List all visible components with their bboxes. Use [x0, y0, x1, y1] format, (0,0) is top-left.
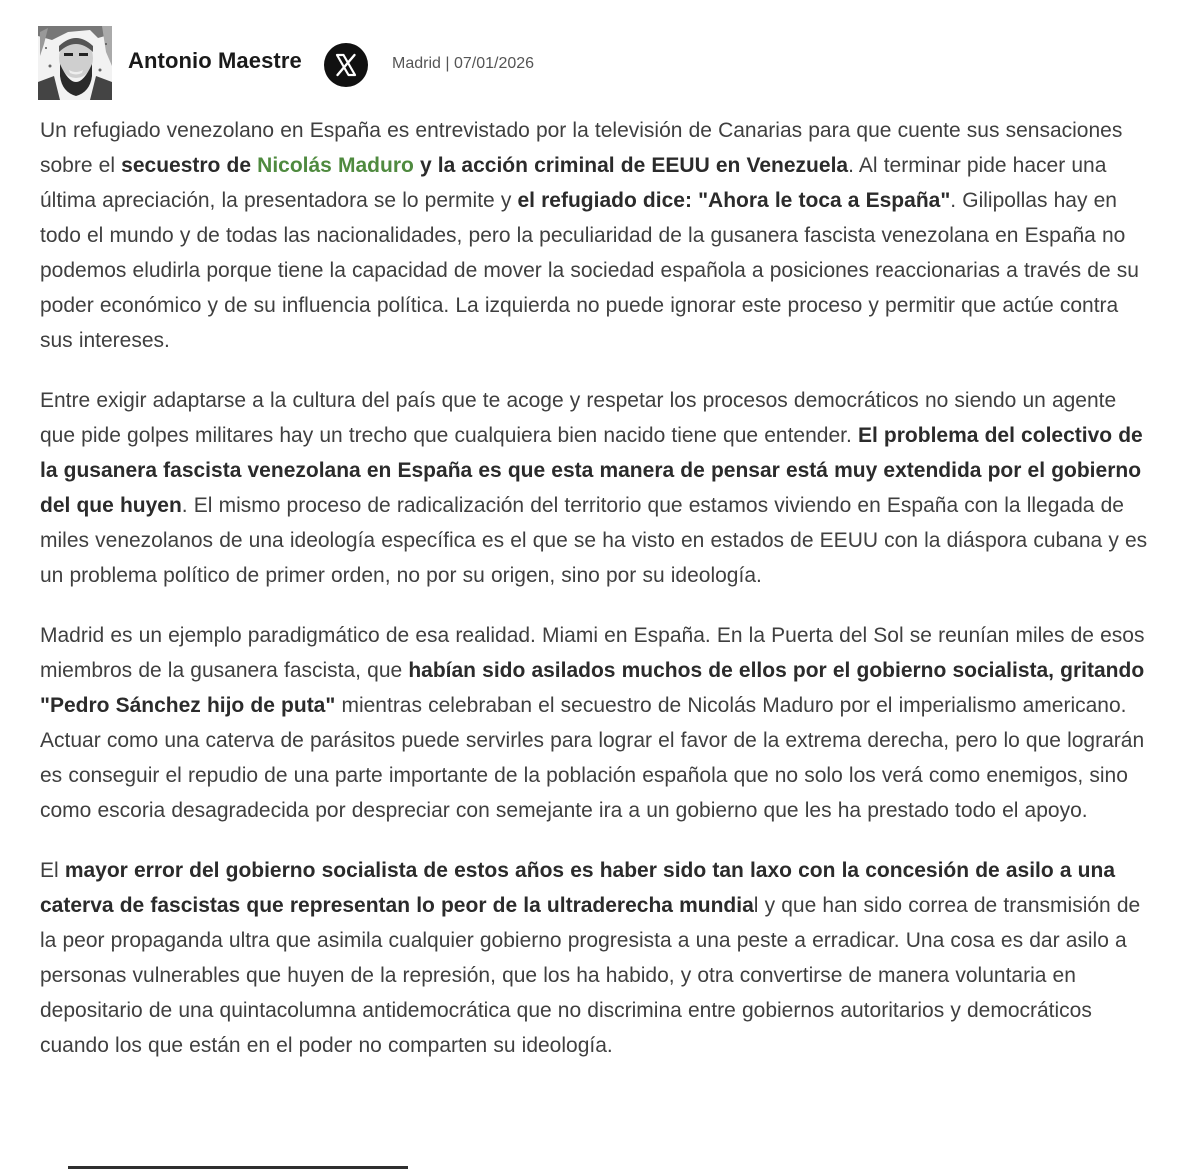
x-logo-icon[interactable]	[324, 43, 368, 87]
text-span: . Gilipollas hay en todo el mundo y de todas las nacionalidades, pero la peculiaridad de la gusanera fascista venezolana en España no podemos eludirla porque tiene la capacidad de mover la sociedad española a posiciones reaccionarias a través de su poder económico y de su influencia política. La izquierda no puede ignorar este proceso y permitir que actúe contra sus intereses.	[40, 189, 1139, 352]
author-portrait-image	[38, 26, 112, 100]
bold-text: El problema del colectivo de la gusanera fascista venezolana en España es que esta manera de pensar está muy extendida por el gobierno del que huyen	[40, 424, 1143, 517]
bold-text: mayor error del gobierno socialista de estos años es haber sido tan laxo con la concesión de asilo a una caterva de fascistas que representan lo peor de la ultraderecha mundia	[40, 859, 1116, 917]
text-span: . Al terminar pide hacer una última apreciación, la presentadora se lo permite y	[40, 154, 1107, 212]
bold-text: habían sido asilados muchos de ellos por el gobierno socialista, gritando "Pedro Sánchez hijo de puta"	[40, 659, 1145, 717]
text-span: . El mismo proceso de radicalización del territorio que estamos viviendo en España con la llegada de miles venezolanos de una ideología específica es el que se ha visto en estados de EEUU con la diáspora cubana y es un problema político de primer orden, no por su origen, sino por su ideología.	[40, 494, 1148, 587]
text-span: Un refugiado venezolano en España es entrevistado por la televisión de Canarias para que cuente sus sensaciones sobre el	[40, 119, 1123, 177]
article-paragraph-4	[40, 853, 1150, 1063]
text-span: l y que han sido correa de transmisión de la peor propaganda ultra que asimila cualquier gobierno progresista a una peste a erradicar. Una cosa es dar asilo a personas vulnerables que huyen de la represión, que los ha habido, y otra convertirse de manera voluntaria en depositario de una quintacolumna antidemocrática que no discrimina entre gobiernos autoritarios y democráticos cuando los que están en el poder no comparten su ideología.	[40, 894, 1141, 1057]
text-span: El	[40, 859, 65, 882]
text-span: mientras celebraban el secuestro de Nicolás Maduro por el imperialismo americano. Actuar como una caterva de parásitos puede servirles para lograr el favor de la extrema derecha, pero lo que lograrán es conseguir el repudio de una parte importante de la población española que no solo los verá como enemigos, sino como escoria desagradecida por despreciar con semejante ira a un gobierno que les ha prestado todo el apoyo.	[40, 694, 1145, 822]
bold-text: y la acción criminal de EEUU en Venezuela	[419, 154, 849, 177]
text-span: Entre exigir adaptarse a la cultura del país que te acoge y respetar los procesos democráticos no siendo un agente que pide golpes militares hay un trecho que cualquiera bien nacido tiene que entender.	[40, 389, 1117, 447]
bold-text: el refugiado dice: "Ahora le toca a España"	[517, 189, 951, 212]
author-name[interactable]: Antonio Maestre	[128, 48, 302, 73]
nicolas-maduro-link[interactable]: Nicolás Maduro	[257, 154, 414, 177]
article-paragraph-1	[40, 113, 1150, 358]
article-paragraph-3	[40, 618, 1150, 828]
article-header	[0, 0, 1200, 112]
article-body	[40, 113, 1150, 1088]
article-paragraph-2	[40, 383, 1150, 593]
text-span: Madrid es un ejemplo paradigmático de esa realidad. Miami en España. En la Puerta del Sol se reunían miles de esos miembros de la gusanera fascista, que	[40, 624, 1145, 682]
author-avatar[interactable]	[38, 26, 112, 100]
location-date: Madrid | 07/01/2026	[392, 55, 535, 72]
bold-text: secuestro de	[121, 154, 252, 177]
